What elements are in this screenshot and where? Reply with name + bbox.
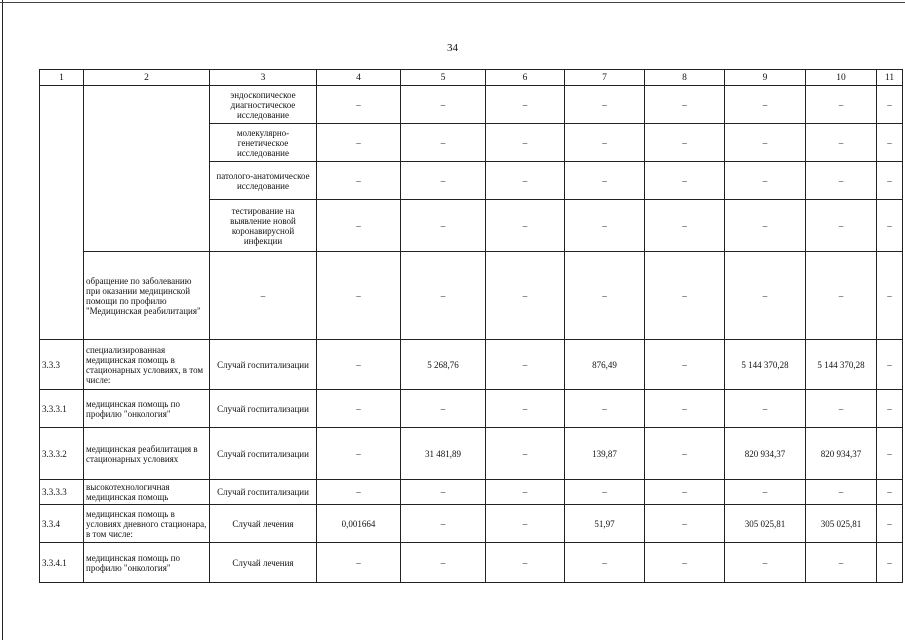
value-cell: – (401, 200, 486, 252)
value-cell: – (645, 124, 725, 162)
value-cell: – (317, 480, 401, 505)
value-cell: – (645, 252, 725, 340)
value-cell: – (317, 162, 401, 200)
value-cell: – (486, 86, 565, 124)
row-name: медицинская помощь по профилю "онкология" (84, 543, 210, 583)
row-number: 3.3.3 (40, 340, 84, 390)
row-name: медицинская помощь по профилю "онкология" (84, 390, 210, 428)
value-cell: – (317, 428, 401, 480)
value-cell: – (725, 390, 806, 428)
value-cell: 0,001664 (317, 505, 401, 543)
value-cell: – (877, 124, 903, 162)
value-cell: 139,87 (565, 428, 645, 480)
column-header: 2 (84, 70, 210, 86)
page-number: 34 (447, 42, 458, 54)
column-header: 5 (401, 70, 486, 86)
value-cell: 305 025,81 (725, 505, 806, 543)
value-cell: – (317, 124, 401, 162)
value-cell: 51,97 (565, 505, 645, 543)
value-cell: – (317, 340, 401, 390)
column-header: 10 (806, 70, 877, 86)
value-cell: 31 481,89 (401, 428, 486, 480)
value-cell: – (645, 162, 725, 200)
row-name: обращение по заболеванию при оказании медицинской помощи по профилю "Медицинская реабилитация" (84, 252, 210, 340)
value-cell: – (877, 543, 903, 583)
row-number: 3.3.4.1 (40, 543, 84, 583)
value-cell: – (725, 124, 806, 162)
value-cell: – (317, 86, 401, 124)
value-cell: 305 025,81 (806, 505, 877, 543)
column-header: 8 (645, 70, 725, 86)
value-cell: – (486, 505, 565, 543)
value-cell: – (565, 124, 645, 162)
value-cell: – (645, 480, 725, 505)
value-cell: – (877, 252, 903, 340)
value-cell: – (645, 340, 725, 390)
value-cell: – (401, 124, 486, 162)
value-cell: – (725, 252, 806, 340)
value-cell: – (725, 200, 806, 252)
column-header: 11 (877, 70, 903, 86)
value-cell: – (486, 252, 565, 340)
row-unit: Случай госпитализации (210, 480, 317, 505)
scan-border-left (2, 0, 3, 640)
value-cell: – (877, 86, 903, 124)
row-unit: эндоскопическое диагностическое исследование (210, 86, 317, 124)
table-row (40, 252, 903, 340)
column-header: 3 (210, 70, 317, 86)
column-header: 7 (565, 70, 645, 86)
value-cell: – (806, 200, 877, 252)
row-number: 3.3.4 (40, 505, 84, 543)
value-cell: – (565, 252, 645, 340)
value-cell: – (317, 252, 401, 340)
value-cell: – (565, 543, 645, 583)
value-cell: – (486, 480, 565, 505)
value-cell: – (317, 390, 401, 428)
value-cell: – (317, 200, 401, 252)
value-cell: – (401, 86, 486, 124)
value-cell: 820 934,37 (725, 428, 806, 480)
value-cell: – (486, 543, 565, 583)
row-unit: патолого-анатомическое исследование (210, 162, 317, 200)
table-row (40, 543, 903, 583)
value-cell: – (877, 162, 903, 200)
value-cell: – (645, 505, 725, 543)
row-unit: Случай госпитализации (210, 390, 317, 428)
value-cell: – (565, 200, 645, 252)
scan-border-top (0, 2, 905, 3)
column-header: 1 (40, 70, 84, 86)
table-row (40, 428, 903, 480)
value-cell: – (806, 480, 877, 505)
value-cell: 5 144 370,28 (806, 340, 877, 390)
table-row (40, 340, 903, 390)
value-cell: – (401, 480, 486, 505)
row-number: 3.3.3.3 (40, 480, 84, 505)
value-cell: – (401, 252, 486, 340)
row-unit: Случай госпитализации (210, 428, 317, 480)
row-unit: Случай лечения (210, 505, 317, 543)
value-cell: – (401, 390, 486, 428)
value-cell: – (565, 480, 645, 505)
value-cell: – (210, 252, 317, 340)
value-cell: – (645, 200, 725, 252)
value-cell: 820 934,37 (806, 428, 877, 480)
column-header: 4 (317, 70, 401, 86)
value-cell: – (806, 543, 877, 583)
value-cell: 5 268,76 (401, 340, 486, 390)
value-cell: – (486, 124, 565, 162)
value-cell: – (725, 162, 806, 200)
value-cell: – (486, 162, 565, 200)
value-cell: – (725, 480, 806, 505)
row-unit: тестирование на выявление новой коронавирусной инфекции (210, 200, 317, 252)
value-cell: – (645, 543, 725, 583)
value-cell: – (877, 505, 903, 543)
value-cell: – (645, 428, 725, 480)
value-cell: – (806, 86, 877, 124)
value-cell: – (565, 162, 645, 200)
value-cell: – (486, 428, 565, 480)
value-cell: – (401, 162, 486, 200)
value-cell: – (877, 340, 903, 390)
row-name-cell (84, 86, 210, 252)
row-unit: Случай госпитализации (210, 340, 317, 390)
row-unit: Случай лечения (210, 543, 317, 583)
table-row (40, 480, 903, 505)
row-number: 3.3.3.2 (40, 428, 84, 480)
row-name: медицинская реабилитация в стационарных условиях (84, 428, 210, 480)
row-unit: молекулярно-генетическое исследование (210, 124, 317, 162)
value-cell: – (877, 200, 903, 252)
table-row (40, 505, 903, 543)
row-name: высокотехнологичная медицинская помощь (84, 480, 210, 505)
value-cell: – (486, 390, 565, 428)
value-cell: – (401, 505, 486, 543)
value-cell: – (806, 162, 877, 200)
value-cell: – (486, 340, 565, 390)
table-row (40, 390, 903, 428)
tariff-table (39, 69, 903, 583)
value-cell: – (645, 390, 725, 428)
row-number-cell (40, 86, 84, 340)
header-row (40, 70, 903, 86)
value-cell: 5 144 370,28 (725, 340, 806, 390)
table-row (40, 86, 903, 124)
value-cell: – (565, 390, 645, 428)
value-cell: – (877, 390, 903, 428)
value-cell: – (806, 390, 877, 428)
value-cell: – (401, 543, 486, 583)
row-name: медицинская помощь в условиях дневного стационара, в том числе: (84, 505, 210, 543)
value-cell: – (486, 200, 565, 252)
value-cell: – (877, 428, 903, 480)
value-cell: 876,49 (565, 340, 645, 390)
value-cell: – (806, 124, 877, 162)
value-cell: – (806, 252, 877, 340)
column-header: 9 (725, 70, 806, 86)
value-cell: – (565, 86, 645, 124)
value-cell: – (877, 480, 903, 505)
row-name: специализированная медицинская помощь в стационарных условиях, в том числе: (84, 340, 210, 390)
value-cell: – (725, 86, 806, 124)
row-number: 3.3.3.1 (40, 390, 84, 428)
value-cell: – (317, 543, 401, 583)
value-cell: – (645, 86, 725, 124)
column-header: 6 (486, 70, 565, 86)
value-cell: – (725, 543, 806, 583)
